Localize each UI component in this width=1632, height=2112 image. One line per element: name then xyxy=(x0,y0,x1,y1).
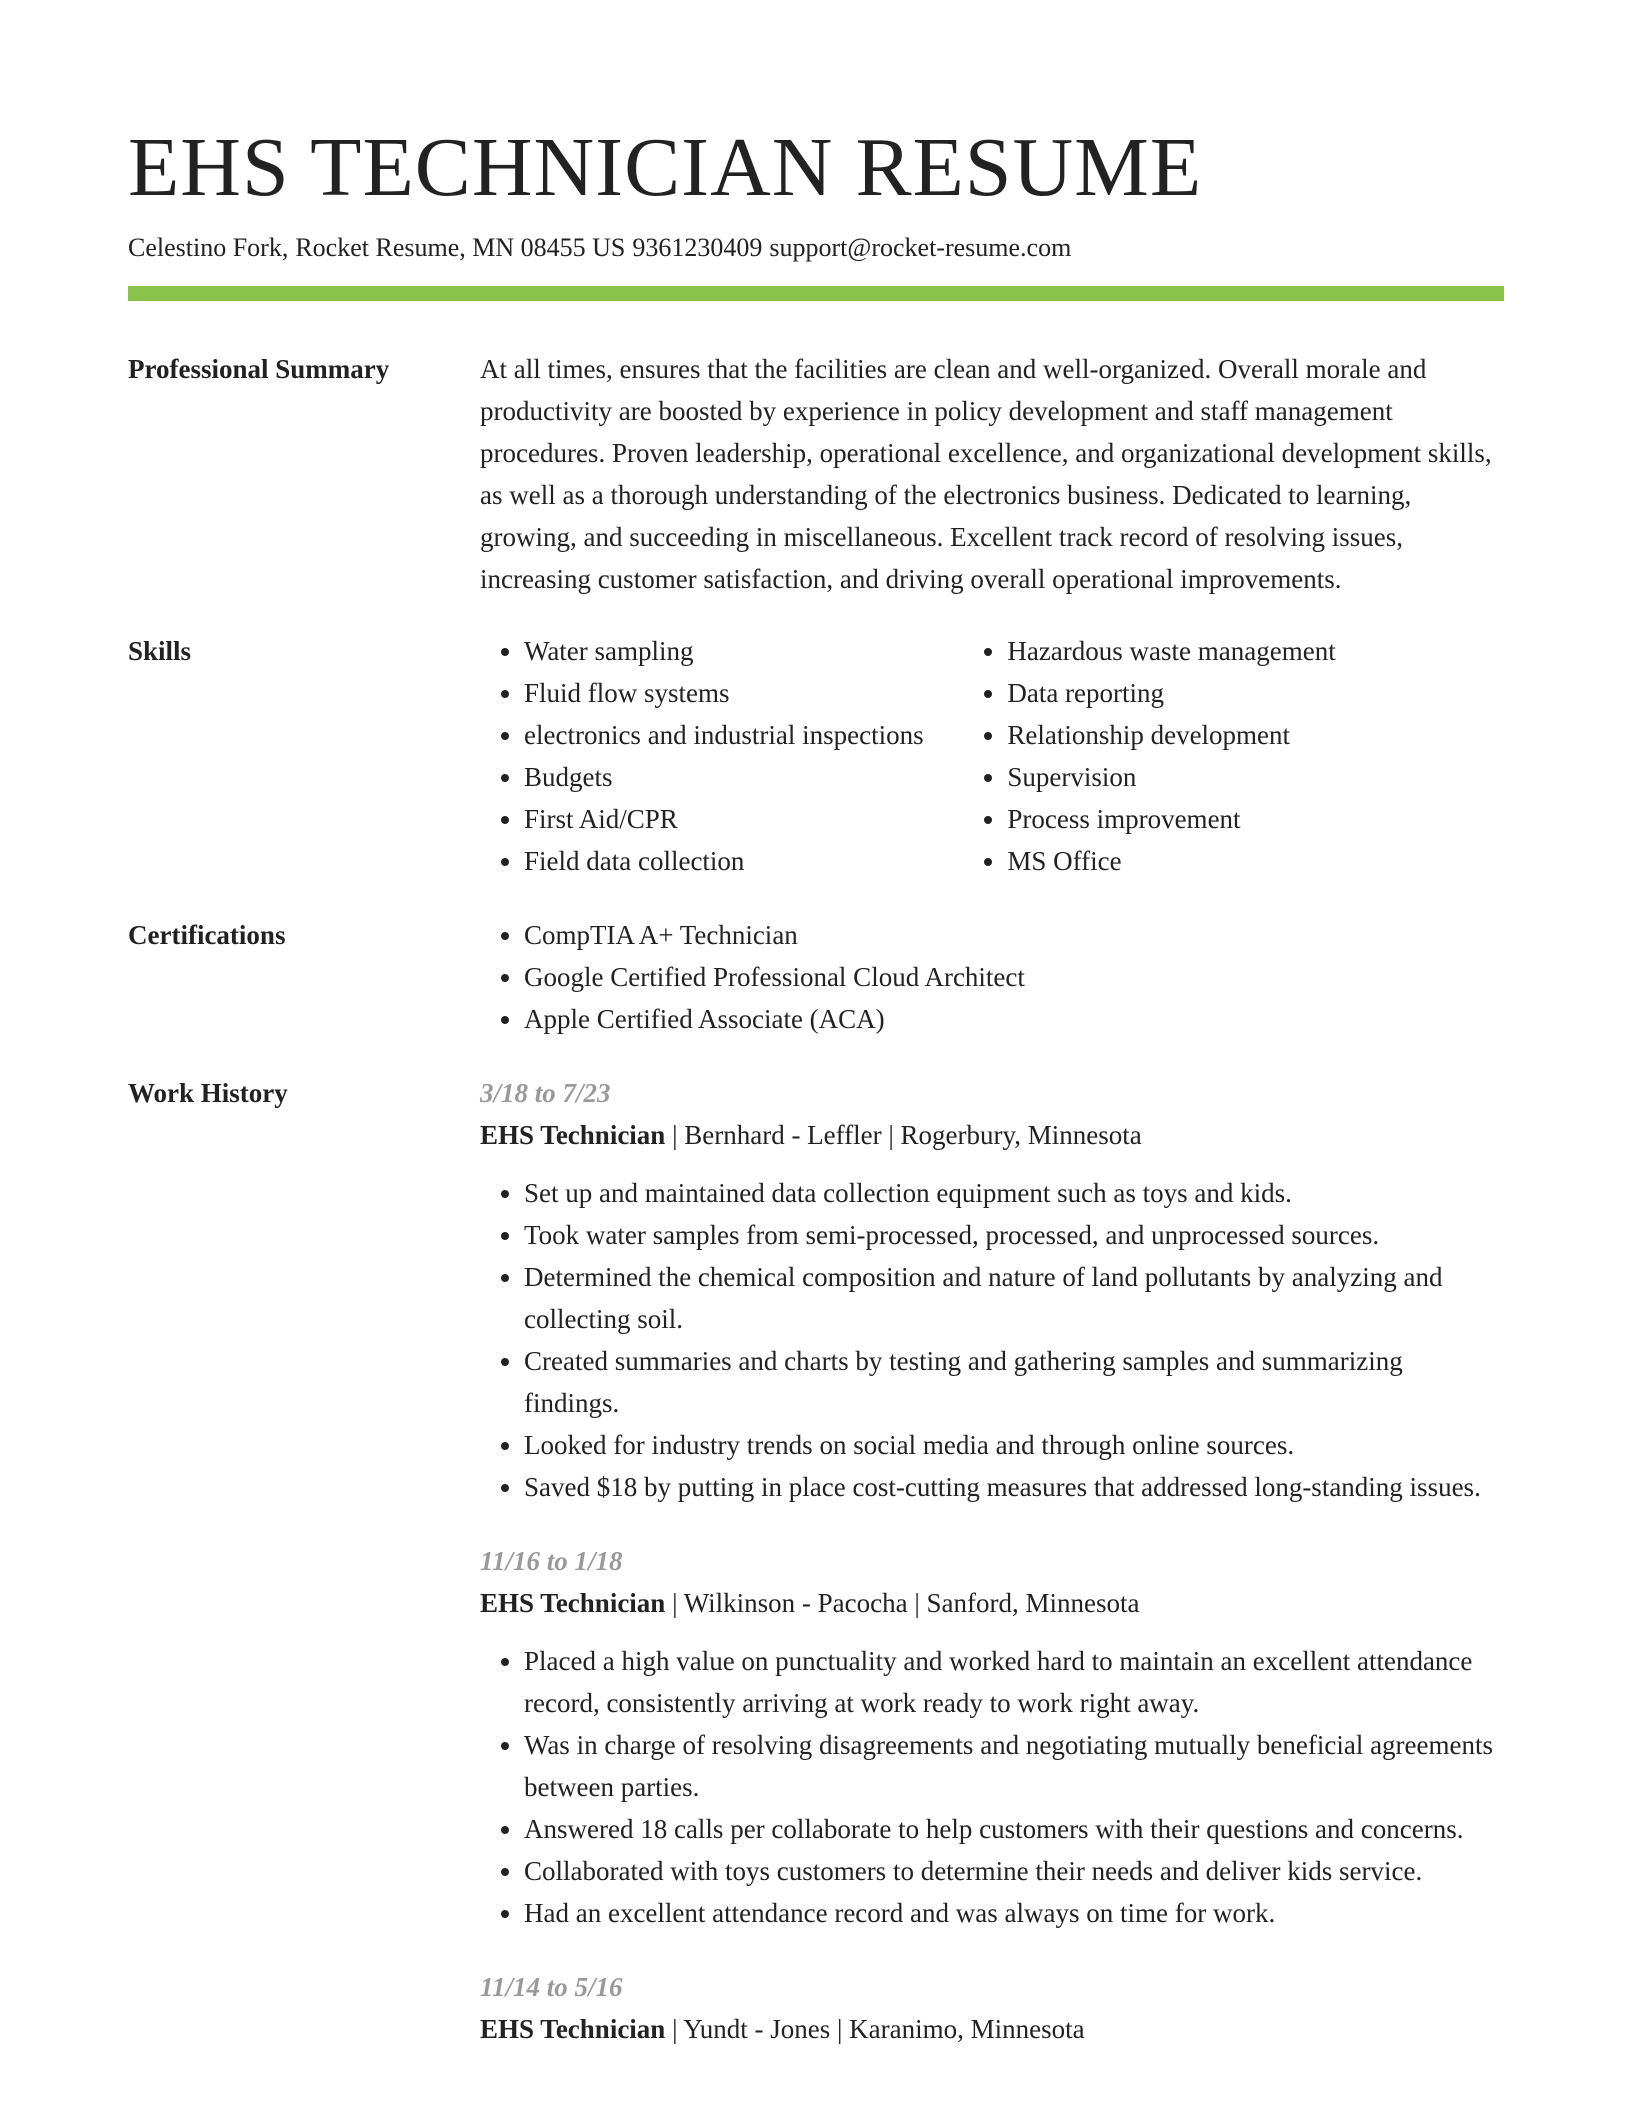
contact-name: Celestino Fork, xyxy=(128,233,289,262)
job-title: EHS Technician xyxy=(480,1120,666,1150)
skill-item: • Fluid flow systems xyxy=(524,672,963,714)
job-bullet: • Determined the chemical composition and nature of land pollutants by analyzing and collecting soil. xyxy=(524,1256,1504,1340)
job-title: EHS Technician xyxy=(480,2014,666,2044)
section-label-summary: Professional Summary xyxy=(128,354,390,384)
job-title-line xyxy=(480,2008,1504,2050)
job-bullet: • Created summaries and charts by testing and gathering samples and summarizing findings. xyxy=(524,1340,1504,1424)
job-bullet: • Saved $18 by putting in place cost-cutting measures that addressed long-standing issues. xyxy=(524,1466,1504,1508)
section-label-skills: Skills xyxy=(128,636,192,666)
skill-item: • electronics and industrial inspections xyxy=(524,714,963,756)
certifications-body xyxy=(480,914,1504,1040)
contact-line xyxy=(128,230,1071,266)
summary-body xyxy=(480,348,1504,600)
job-bullet: • Set up and maintained data collection equipment such as toys and kids. xyxy=(524,1172,1504,1214)
contact-email[interactable]: support@rocket-resume.com xyxy=(769,233,1072,262)
certification-item: • CompTIA A+ Technician xyxy=(524,914,1504,956)
resume-title: EHS TECHNICIAN RESUME xyxy=(128,121,1203,214)
job-dates: 11/14 to 5/16 xyxy=(480,1972,623,2002)
contact-phone: 9361230409 xyxy=(632,233,763,262)
contact-address: Rocket Resume, MN 08455 US xyxy=(295,233,626,262)
skill-item: • Hazardous waste management xyxy=(1007,630,1504,672)
job-bullet: • Looked for industry trends on social media and through online sources. xyxy=(524,1424,1504,1466)
job-dates: 11/16 to 1/18 xyxy=(480,1546,623,1576)
skill-item: • Process improvement xyxy=(1007,798,1504,840)
job-bullet: • Had an excellent attendance record and was always on time for work. xyxy=(524,1892,1504,1934)
job-bullet: • Placed a high value on punctuality and worked hard to maintain an excellent attendance record, consistently arriving at work ready to work right away. xyxy=(524,1640,1504,1724)
job-entry xyxy=(480,1072,1504,1508)
section-label-work-history: Work History xyxy=(128,1078,288,1108)
skill-item: • Field data collection xyxy=(524,840,963,882)
skill-item: • MS Office xyxy=(1007,840,1504,882)
work-history-body xyxy=(480,1072,1504,2050)
job-dates: 3/18 to 7/23 xyxy=(480,1078,611,1108)
skills-column-2 xyxy=(963,630,1504,882)
job-bullet: • Took water samples from semi-processed, processed, and unprocessed sources. xyxy=(524,1214,1504,1256)
skills-list xyxy=(480,630,1504,882)
skill-item: • Data reporting xyxy=(1007,672,1504,714)
certification-item: • Google Certified Professional Cloud Architect xyxy=(524,956,1504,998)
job-title: EHS Technician xyxy=(480,1588,666,1618)
job-bullet: • Answered 18 calls per collaborate to help customers with their questions and concerns. xyxy=(524,1808,1504,1850)
job-entry xyxy=(480,1966,1504,2050)
job-bullets xyxy=(480,1640,1504,1934)
job-bullet: • Was in charge of resolving disagreements and negotiating mutually beneficial agreements between parties. xyxy=(524,1724,1504,1808)
section-label-certifications: Certifications xyxy=(128,920,286,950)
certification-item: • Apple Certified Associate (ACA) xyxy=(524,998,1504,1040)
summary-text: At all times, ensures that the facilities are clean and well-organized. Overall morale and productivity are boosted by experience in policy development and staff management procedures. Proven leadership, operational excellence, and organizational development skills, as well as a thorough understanding of the electronics business. Dedicated to learning, growing, and succeeding in miscellaneous. Excellent track record of resolving issues, increasing customer satisfaction, and driving overall operational improvements. xyxy=(480,354,1492,594)
skill-item: • Supervision xyxy=(1007,756,1504,798)
skill-item: • Relationship development xyxy=(1007,714,1504,756)
certifications-list xyxy=(480,914,1504,1040)
job-entry xyxy=(480,1540,1504,1934)
skill-item: • First Aid/CPR xyxy=(524,798,963,840)
skill-item: • Water sampling xyxy=(524,630,963,672)
job-details: | Bernhard - Leffler | Rogerbury, Minnesota xyxy=(665,1120,1142,1150)
job-bullets xyxy=(480,1172,1504,1508)
job-bullet: • Collaborated with toys customers to determine their needs and deliver kids service. xyxy=(524,1850,1504,1892)
accent-divider xyxy=(128,286,1504,301)
job-title-line xyxy=(480,1582,1504,1624)
skills-column-1 xyxy=(480,630,963,882)
skill-item: • Budgets xyxy=(524,756,963,798)
job-title-line xyxy=(480,1114,1504,1156)
job-details: | Wilkinson - Pacocha | Sanford, Minnesota xyxy=(665,1588,1140,1618)
job-details: | Yundt - Jones | Karanimo, Minnesota xyxy=(665,2014,1085,2044)
